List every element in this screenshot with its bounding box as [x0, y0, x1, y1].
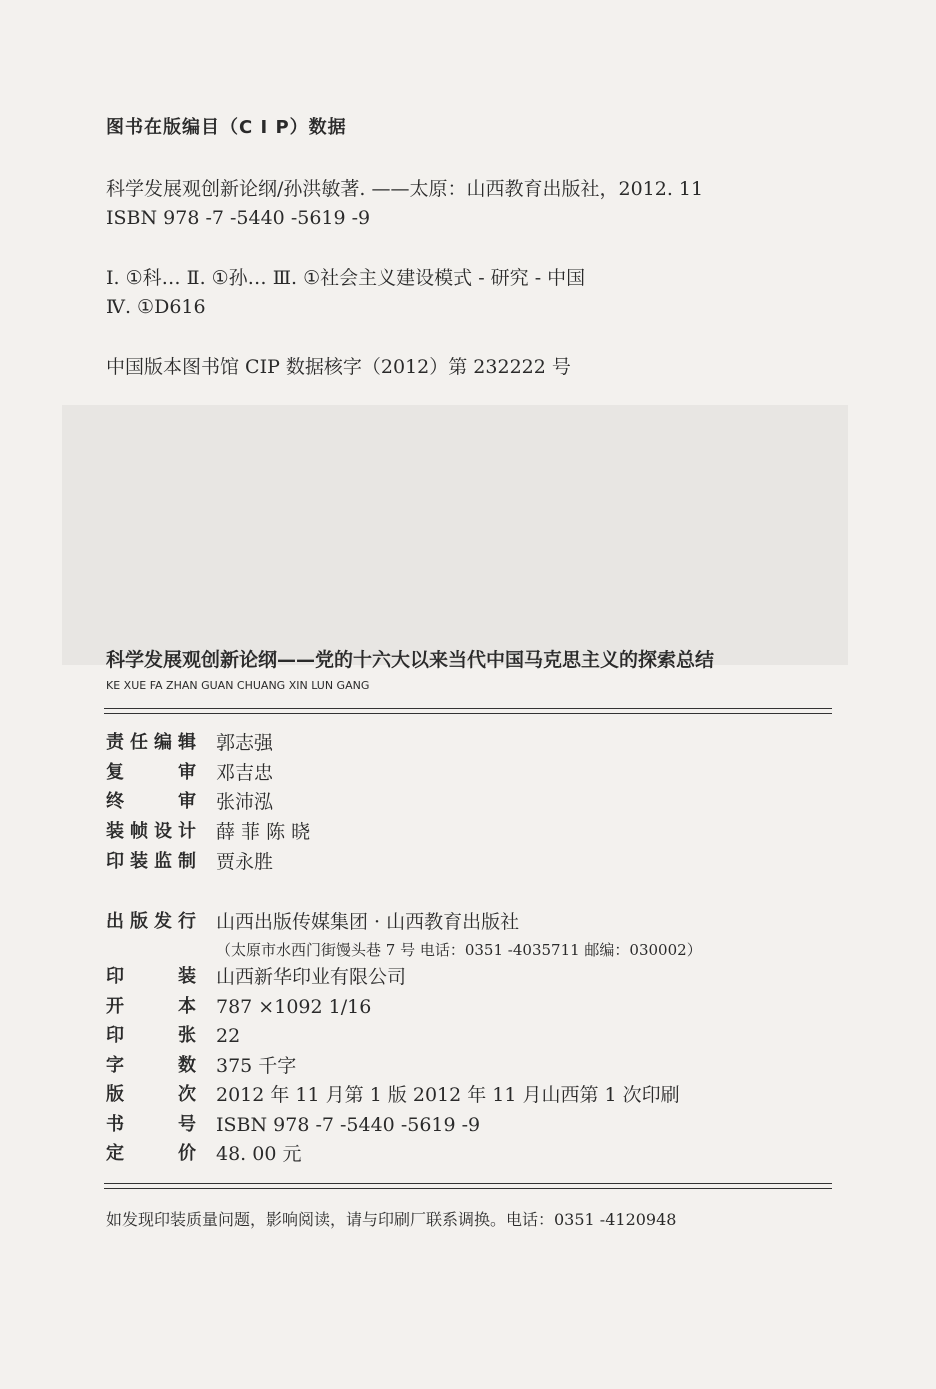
- top-divider: [104, 708, 832, 714]
- field-label: 复审: [106, 762, 196, 783]
- cip-classification-line: Ⅰ. ①科… Ⅱ. ①孙… Ⅲ. ①社会主义建设模式 - 研究 - 中国: [106, 267, 586, 289]
- field-value: 贾永胜: [216, 851, 274, 873]
- field-label: 印装监制: [106, 851, 196, 872]
- field-label: 印张: [106, 1025, 196, 1046]
- field-value: 48. 00 元: [216, 1143, 302, 1165]
- field-label: 印装: [106, 966, 196, 987]
- field-label: 字数: [106, 1055, 196, 1076]
- book-title: 科学发展观创新论纲——党的十六大以来当代中国马克思主义的探索总结: [106, 649, 715, 671]
- cip-heading: 图书在版编目（C I P）数据: [106, 117, 347, 138]
- field-value: 山西出版传媒集团 · 山西教育出版社: [216, 911, 520, 933]
- cip-record-number: 中国版本图书馆 CIP 数据核字（2012）第 232222 号: [106, 356, 571, 378]
- field-label: 装帧设计: [106, 821, 196, 842]
- field-value: ISBN 978 -7 -5440 -5619 -9: [216, 1114, 481, 1136]
- field-label: 终审: [106, 791, 196, 812]
- field-value: 787 ×1092 1/16: [216, 996, 372, 1018]
- field-label: 责任编辑: [106, 732, 196, 753]
- publisher-address: （太原市水西门街馒头巷 7 号 电话：0351 -4035711 邮编：030002）: [216, 941, 702, 959]
- field-value: 薛 菲 陈 晓: [216, 821, 311, 843]
- field-value: 山西新华印业有限公司: [216, 966, 407, 988]
- field-value: 邓吉忠: [216, 762, 274, 784]
- field-label: 出版发行: [106, 911, 196, 932]
- field-value: 375 千字: [216, 1055, 297, 1077]
- field-value: 22: [216, 1025, 241, 1047]
- field-value: 2012 年 11 月第 1 版 2012 年 11 月山西第 1 次印刷: [216, 1084, 680, 1106]
- field-value: 郭志强: [216, 732, 274, 754]
- quality-notice: 如发现印装质量问题，影响阅读，请与印刷厂联系调换。电话：0351 -4120948: [106, 1210, 677, 1229]
- cip-classification-number: Ⅳ. ①D616: [106, 296, 206, 318]
- show-through-block: [62, 405, 848, 665]
- field-label: 书号: [106, 1114, 196, 1135]
- field-label: 定价: [106, 1143, 196, 1164]
- cip-isbn-line: ISBN 978 -7 -5440 -5619 -9: [106, 207, 371, 229]
- cip-title-line: 科学发展观创新论纲/孙洪敏著. ——太原：山西教育出版社，2012. 11: [106, 178, 704, 200]
- field-value: 张沛泓: [216, 791, 274, 813]
- bottom-divider: [104, 1183, 832, 1189]
- book-title-pinyin: KE XUE FA ZHAN GUAN CHUANG XIN LUN GANG: [106, 679, 370, 692]
- field-label: 版次: [106, 1084, 196, 1105]
- field-label: 开本: [106, 996, 196, 1017]
